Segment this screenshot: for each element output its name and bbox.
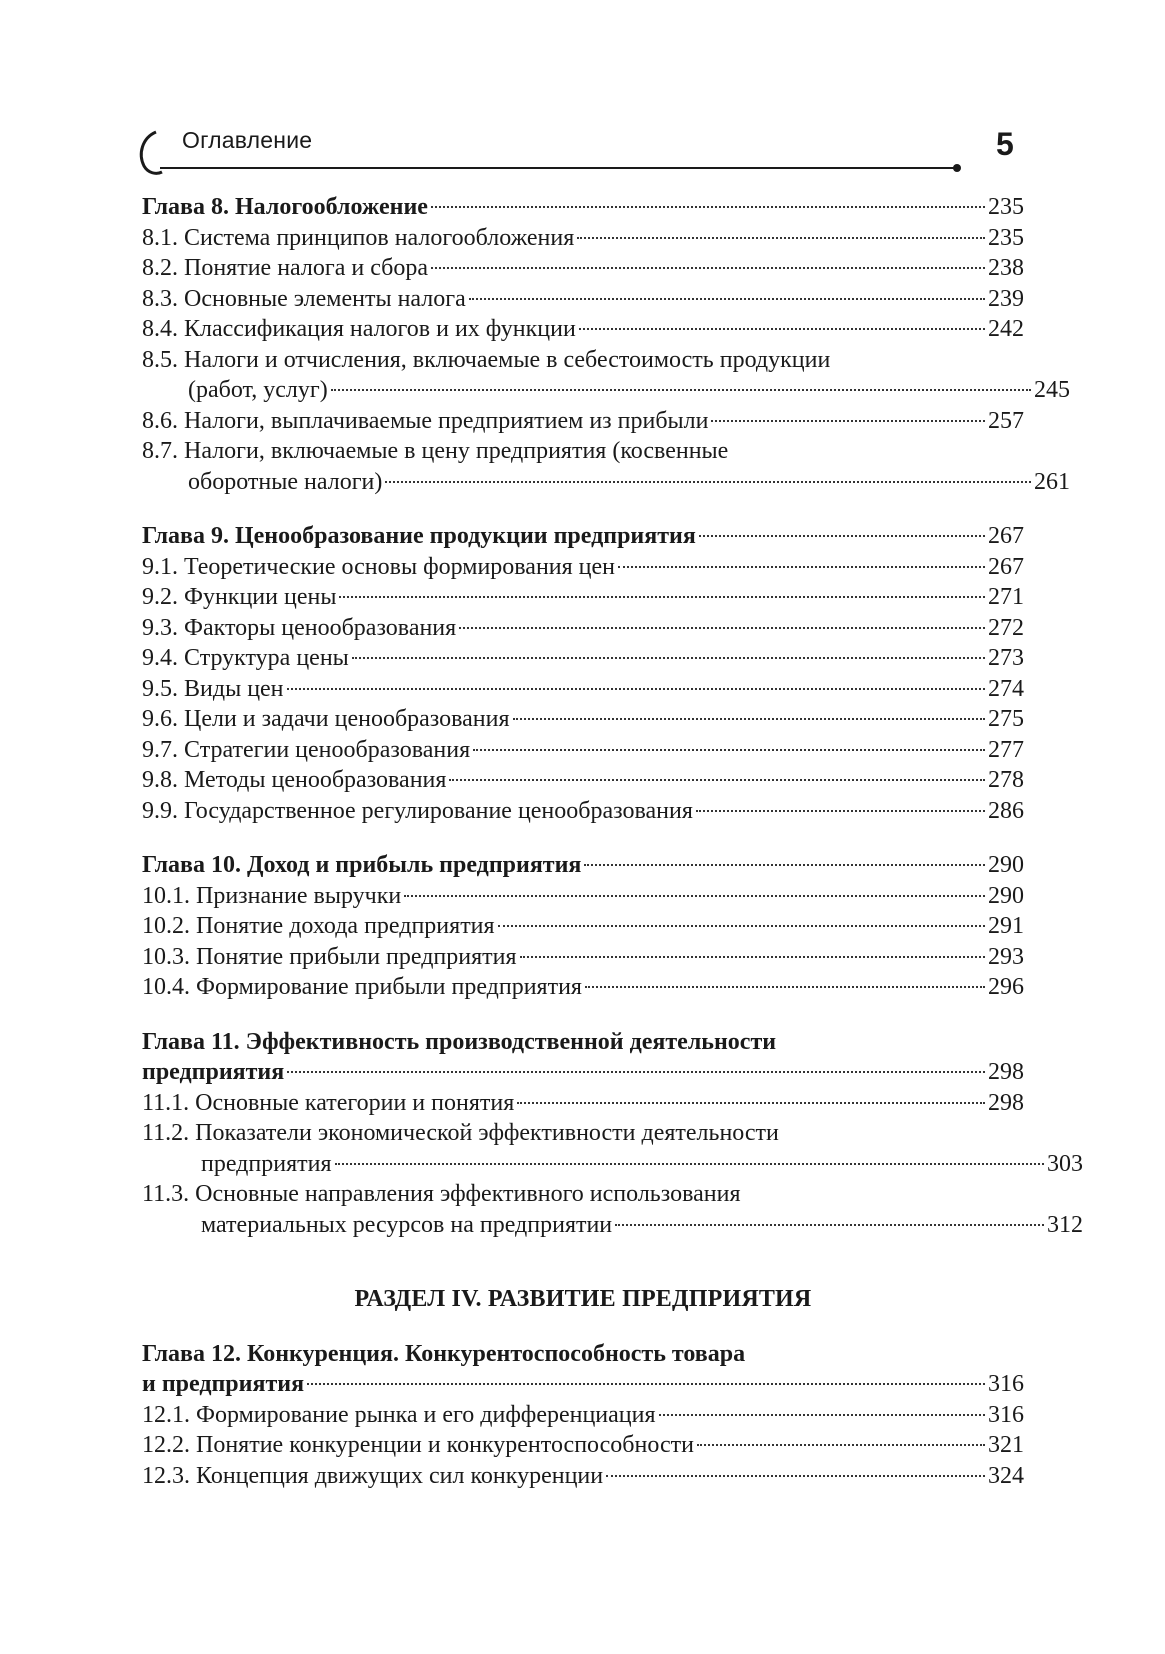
dot-leader xyxy=(335,1163,1045,1165)
dot-leader xyxy=(473,749,985,751)
page-ref: 277 xyxy=(988,736,1024,763)
table-of-contents xyxy=(142,192,1083,1491)
dot-leader xyxy=(659,1414,985,1416)
chapter-8-entry[interactable] xyxy=(142,192,1024,223)
dot-leader xyxy=(469,298,985,300)
section-title: 10.3. Понятие прибыли предприятия xyxy=(142,943,517,970)
section-title: 12.1. Формирование рынка и его дифференциация xyxy=(142,1401,656,1428)
toc-entry-continuation[interactable] xyxy=(142,375,1070,406)
part-gap xyxy=(142,1240,1024,1284)
toc-entry[interactable] xyxy=(142,643,1024,674)
page-ref: 316 xyxy=(988,1401,1024,1428)
page-ref: 290 xyxy=(988,882,1024,909)
dot-leader xyxy=(498,925,985,927)
page-ref: 312 xyxy=(1047,1211,1083,1238)
chapter-title: Глава 9. Ценообразование продукции предприятия xyxy=(142,523,696,549)
section-title: 9.5. Виды цен xyxy=(142,675,284,702)
toc-entry[interactable] xyxy=(142,911,1024,942)
toc-entry[interactable] xyxy=(142,1088,1024,1119)
dot-leader xyxy=(331,389,1031,391)
page-ref: 291 xyxy=(988,913,1024,939)
section-title-line1[interactable]: 11.3. Основные направления эффективного использования xyxy=(142,1181,741,1207)
chapter-title: Глава 8. Налогообложение xyxy=(142,194,428,220)
page-ref: 298 xyxy=(988,1059,1024,1085)
chapter-12-title-line1[interactable]: Глава 12. Конкуренция. Конкурентоспособность товара xyxy=(142,1340,746,1367)
section-title: 12.2. Понятие конкуренции и конкурентоспособности xyxy=(142,1432,694,1458)
dot-leader xyxy=(711,420,985,422)
running-header xyxy=(0,0,1165,200)
chapter-title-line2: предприятия xyxy=(142,1059,285,1085)
dot-leader xyxy=(385,481,1031,483)
chapter-title-line2: и предприятия xyxy=(142,1371,305,1397)
section-title: 10.1. Признание выручки xyxy=(142,882,402,909)
toc-entry[interactable] xyxy=(142,881,1024,912)
dot-leader xyxy=(697,1444,985,1446)
dot-leader xyxy=(584,864,985,866)
toc-entry[interactable] xyxy=(142,406,1024,437)
page-ref: 286 xyxy=(988,797,1024,824)
page-ref: 298 xyxy=(988,1089,1024,1116)
page-ref: 235 xyxy=(988,194,1024,220)
section-title: 9.7. Стратегии ценообразования xyxy=(142,736,471,763)
page-number: 5 xyxy=(996,126,1014,162)
page-ref: 324 xyxy=(988,1462,1024,1489)
section-title-line2: (работ, услуг) xyxy=(188,377,328,403)
page-ref: 267 xyxy=(988,523,1024,549)
section-title-line1[interactable]: 8.7. Налоги, включаемые в цену предприятия (косвенные xyxy=(142,438,729,464)
section-title: 9.1. Теоретические основы формирования цен xyxy=(142,553,616,580)
dot-leader xyxy=(699,535,985,537)
chapter-9-entry[interactable] xyxy=(142,521,1024,552)
section-title: 9.8. Методы ценообразования xyxy=(142,767,447,793)
toc-entry[interactable] xyxy=(142,223,1024,254)
section-title: 8.3. Основные элементы налога xyxy=(142,285,466,312)
section-title-line2: предприятия xyxy=(201,1150,332,1177)
page-ref: 267 xyxy=(988,553,1024,580)
section-title: 11.1. Основные категории и понятия xyxy=(142,1089,515,1116)
section-title: 8.6. Налоги, выплачиваемые предприятием из прибыли xyxy=(142,407,709,434)
dot-leader xyxy=(615,1224,1044,1226)
toc-entry[interactable] xyxy=(142,765,1024,796)
page-ref: 273 xyxy=(988,645,1024,671)
toc-entry[interactable] xyxy=(142,1400,1024,1431)
page-ref: 293 xyxy=(988,943,1024,970)
page-ref: 321 xyxy=(988,1432,1024,1458)
page-ref: 238 xyxy=(988,255,1024,281)
section-title: 12.3. Концепция движущих сил конкуренции xyxy=(142,1462,604,1489)
running-header-title: Оглавление xyxy=(182,127,313,153)
dot-leader xyxy=(696,810,985,812)
toc-entry[interactable] xyxy=(142,284,1024,315)
dot-leader xyxy=(606,1475,985,1477)
dot-leader xyxy=(520,956,985,958)
page-ref: 261 xyxy=(1034,468,1070,495)
toc-entry[interactable] xyxy=(142,613,1024,644)
header-rule xyxy=(160,167,959,169)
toc-entry[interactable] xyxy=(142,796,1024,827)
page-ref: 242 xyxy=(988,316,1024,342)
toc-entry[interactable] xyxy=(142,735,1024,766)
toc-entry[interactable] xyxy=(142,942,1024,973)
page-ref: 274 xyxy=(988,675,1024,702)
toc-entry-continuation[interactable] xyxy=(142,467,1070,498)
dot-leader xyxy=(307,1383,985,1385)
toc-entry[interactable] xyxy=(142,704,1024,735)
dot-leader xyxy=(431,206,985,208)
page-ref: 303 xyxy=(1047,1150,1083,1177)
dot-leader xyxy=(618,566,985,568)
section-title: 9.6. Цели и задачи ценообразования xyxy=(142,706,510,732)
toc-entry-continuation[interactable] xyxy=(142,1149,1083,1180)
page-ref: 296 xyxy=(988,974,1024,1000)
section-title-line1[interactable]: 11.2. Показатели экономической эффективности деятельности xyxy=(142,1120,779,1146)
part-4-heading[interactable]: РАЗДЕЛ IV. РАЗВИТИЕ ПРЕДПРИЯТИЯ xyxy=(354,1286,812,1312)
chapter-11-entry[interactable] xyxy=(142,1057,1024,1088)
toc-entry[interactable] xyxy=(142,1430,1024,1461)
section-title: 8.1. Система принципов налогообложения xyxy=(142,224,575,251)
section-title-line2: оборотные налоги) xyxy=(188,468,383,495)
toc-entry[interactable] xyxy=(142,314,1024,345)
section-title: 10.2. Понятие дохода предприятия xyxy=(142,913,495,939)
page-ref: 278 xyxy=(988,767,1024,793)
chapter-title: Глава 10. Доход и прибыль предприятия xyxy=(142,852,582,878)
dot-leader xyxy=(585,986,985,988)
page-ref: 245 xyxy=(1034,377,1070,403)
dot-leader xyxy=(459,627,985,629)
dot-leader xyxy=(579,328,985,330)
toc-entry[interactable] xyxy=(142,552,1024,583)
chapter-11-title-line1[interactable]: Глава 11. Эффективность производственной деятельности xyxy=(142,1028,777,1055)
toc-entry[interactable] xyxy=(142,582,1024,613)
chapter-10-entry[interactable] xyxy=(142,850,1024,881)
section-title: 8.2. Понятие налога и сбора xyxy=(142,255,429,281)
page-ref: 235 xyxy=(988,224,1024,251)
toc-entry[interactable] xyxy=(142,253,1024,284)
dot-leader xyxy=(513,718,985,720)
chapter-12-entry[interactable] xyxy=(142,1369,1024,1400)
dot-leader xyxy=(287,1071,985,1073)
toc-entry[interactable] xyxy=(142,674,1024,705)
section-title: 9.4. Структура цены xyxy=(142,645,349,671)
page-ref: 290 xyxy=(988,852,1024,878)
header-rule-dot xyxy=(953,164,961,172)
section-title-line2: материальных ресурсов на предприятии xyxy=(201,1211,613,1238)
section-title: 10.4. Формирование прибыли предприятия xyxy=(142,974,582,1000)
header-arc-ornament xyxy=(136,130,166,176)
dot-leader xyxy=(404,895,985,897)
page-ref: 239 xyxy=(988,285,1024,312)
section-title: 9.2. Функции цены xyxy=(142,584,337,610)
chapter-gap xyxy=(142,1003,1024,1027)
dot-leader xyxy=(352,657,985,659)
section-title-line1[interactable]: 8.5. Налоги и отчисления, включаемые в себестоимость продукции xyxy=(142,346,831,373)
page-ref: 316 xyxy=(988,1371,1024,1397)
dot-leader xyxy=(431,267,985,269)
page-ref: 275 xyxy=(988,706,1024,732)
section-title: 8.4. Классификация налогов и их функции xyxy=(142,316,576,342)
dot-leader xyxy=(339,596,985,598)
toc-entry-continuation[interactable] xyxy=(142,1210,1083,1241)
dot-leader xyxy=(517,1102,985,1104)
chapter-gap xyxy=(142,1315,1024,1339)
dot-leader xyxy=(449,779,985,781)
section-title: 9.3. Факторы ценообразования xyxy=(142,614,457,641)
page-ref: 257 xyxy=(988,407,1024,434)
toc-entry[interactable] xyxy=(142,972,1024,1003)
dot-leader xyxy=(577,237,985,239)
chapter-gap xyxy=(142,497,1024,521)
section-title: 9.9. Государственное регулирование ценообразования xyxy=(142,797,693,824)
dot-leader xyxy=(287,688,985,690)
toc-entry[interactable] xyxy=(142,1461,1024,1492)
chapter-gap xyxy=(142,826,1024,850)
page-ref: 271 xyxy=(988,584,1024,610)
page-ref: 272 xyxy=(988,614,1024,641)
